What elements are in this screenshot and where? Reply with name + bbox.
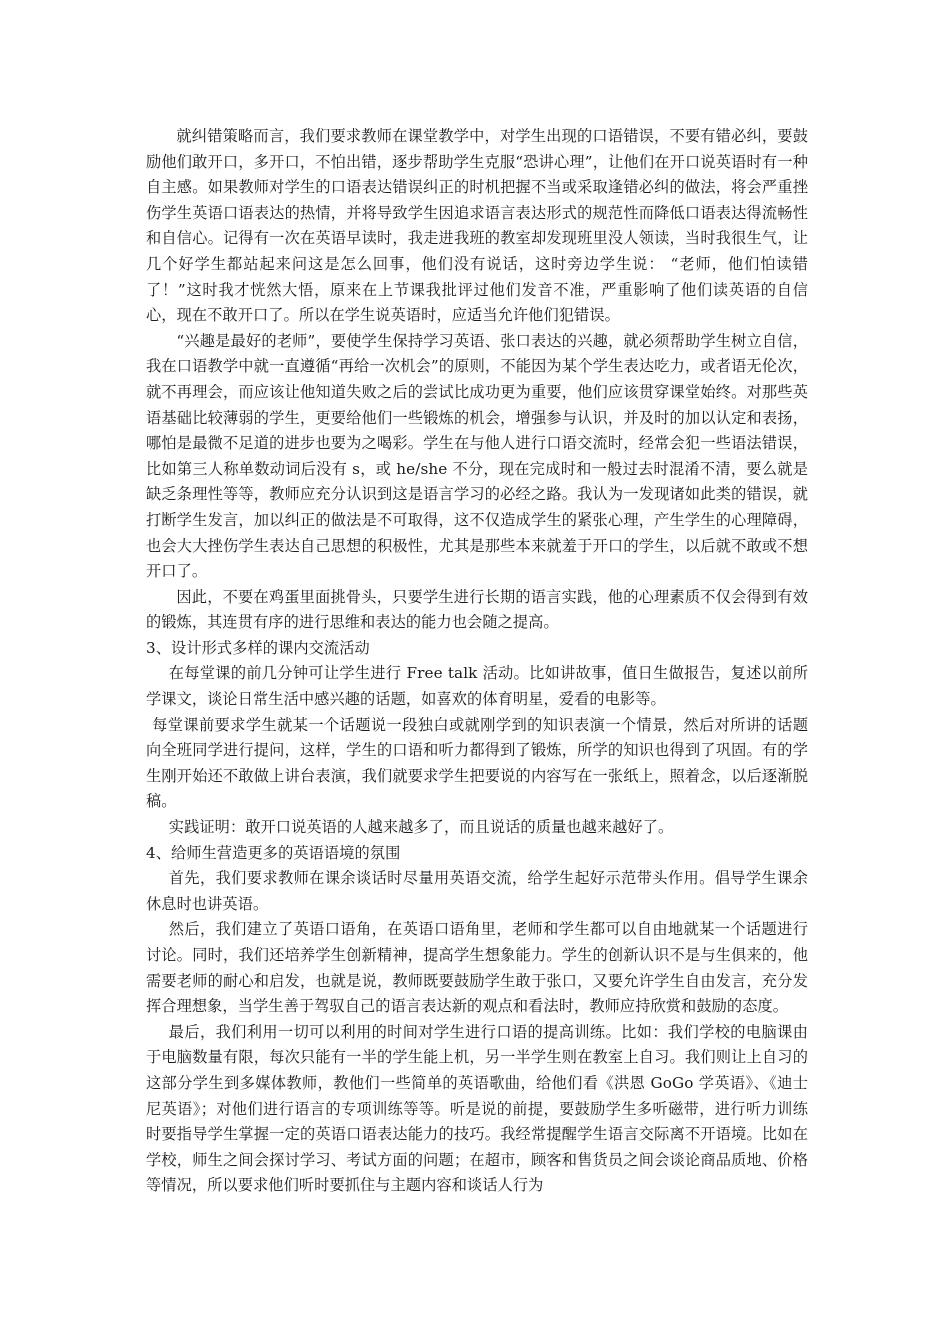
paragraph-error-correction: 就纠错策略而言，我们要求教师在课堂教学中，对学生出现的口语错误，不要有错必纠，要鼓励他们敢开口，多开口，不怕出错，逐步帮助学生克服“恐讲心理”，让他们在开口说英语时有一种自主感。如果教师对学生的口语表达错误纠正的时机把握不当或采取逢错必纠的做法，将会严重挫伤学生英语口语表达的热情，并将导致学生因追求语言表达形式的规范性而降低口语表达得流畅性和自信心。记得有一次在英语早读时，我走进我班的教室却发现班里没人领读，当时我很生气，让几个好学生都站起来问这是怎么回事，他们没有说话，这时旁边学生说： “老师，他们怕读错了！”这时我才恍然大悟，原来在上节课我批评过他们发音不准，严重影响了他们读英语的自信心，现在不敢开口了。所以在学生说英语时，应适当允许他们犯错误。: [146, 127, 808, 325]
section-heading-3: 3、设计形式多样的课内交流活动: [146, 638, 370, 657]
paragraph-finally: 最后，我们利用一切可以利用的时间对学生进行口语的提高训练。比如：我们学校的电脑课由于电脑数量有限，每次只能有一半的学生能上机，另一半学生则在教室上自习。我们则让上自习的这部分学生到多媒体教师，教他们一些简单的英语歌曲，给他们看《洪恩 GoGo 学英语》、《迪士尼英语》；对他们进行语言的专项训练等等。听是说的前提，要鼓励学生多听磁带，进行听力训练时要指导学生掌握一定的英语口语表达能力的技巧。我经常提醒学生语言交际离不开语境。比如在学校，师生之间会探讨学习、考试方面的问题；在超市，顾客和售货员之间会谈论商品质地、价格等情况，所以要求他们听时要抓住与主题内容和谈话人行为: [146, 1022, 808, 1195]
paragraph-conclusion: 因此，不要在鸡蛋里面挑骨头，只要学生进行长期的语言实践，他的心理素质不仅会得到有效的锻炼，其连贯有序的进行思维和表达的能力也会随之提高。: [146, 587, 808, 632]
paragraph-practice-proof: 实践证明：敢开口说英语的人越来越多了，而且说话的质量也越来越好了。: [168, 818, 674, 837]
paragraph-first: 首先，我们要求教师在课余谈话时尽量用英语交流，给学生起好示范带头作用。倡导学生课余休息时也讲英语。: [146, 869, 808, 913]
paragraph-then: 然后，我们建立了英语口语角，在英语口语角里，老师和学生都可以自由地就某一个话题进行讨论。同时，我们还培养学生创新精神，提高学生想象能力。学生的创新认识不是与生俱来的，他需要老师的耐心和启发，也就是说，教师既要鼓励学生敢于张口，又要允许学生自由发言，充分发挥合理想象，当学生善于驾驭自己的语言表达新的观点和看法时，教师应持欣赏和鼓励的态度。: [146, 920, 808, 1016]
document-body: [146, 124, 808, 1199]
paragraph-free-talk: 在每堂课的前几分钟可让学生进行 Free talk 活动。比如讲故事，值日生做报告，复述以前所学课文，谈论日常生活中感兴趣的话题，如喜欢的体育明星，爱看的电影等。: [146, 664, 808, 709]
section-heading-4: 4、给师生营造更多的英语语境的氛围: [146, 843, 401, 862]
paragraph-monologue: 每堂课前要求学生就某一个话题说一段独白或就刚学到的知识表演一个情景，然后对所讲的话题向全班同学进行提问，这样，学生的口语和听力都得到了锻炼，所学的知识也得到了巩固。有的学生刚开始还不敢做上讲台表演，我们就要求学生把要说的内容写在一张纸上，照着念，以后逐渐脱稿。: [146, 715, 808, 811]
paragraph-interest: “兴趣是最好的老师”，要使学生保持学习英语、张口表达的兴趣，就必须帮助学生树立自信，我在口语教学中就一直遵循“再给一次机会”的原则，不能因为某个学生表达吃力，或者语无伦次，就不再理会，而应该让他知道失败之后的尝试比成功更为重要，他们应该贯穿课堂始终。对那些英语基础比较薄弱的学生，更要给他们一些锻炼的机会，增强参与认识，并及时的加以认定和表扬，哪怕是最微不足道的进步也要为之喝彩。学生在与他人进行口语交流时，经常会犯一些语法错误，比如第三人称单数动词后没有 s，或 he/she 不分，现在完成时和一般过去时混淆不清，要么就是缺乏条理性等等，教师应充分认识到这是语言学习的必经之路。我认为一发现诸如此类的错误，就打断学生发言，加以纠正的做法是不可取得，这不仅造成学生的紧张心理，产生学生的心理障碍，也会大大挫伤学生表达自己思想的积极性，尤其是那些本来就羞于开口的学生，以后就不敢或不想开口了。: [146, 331, 808, 581]
